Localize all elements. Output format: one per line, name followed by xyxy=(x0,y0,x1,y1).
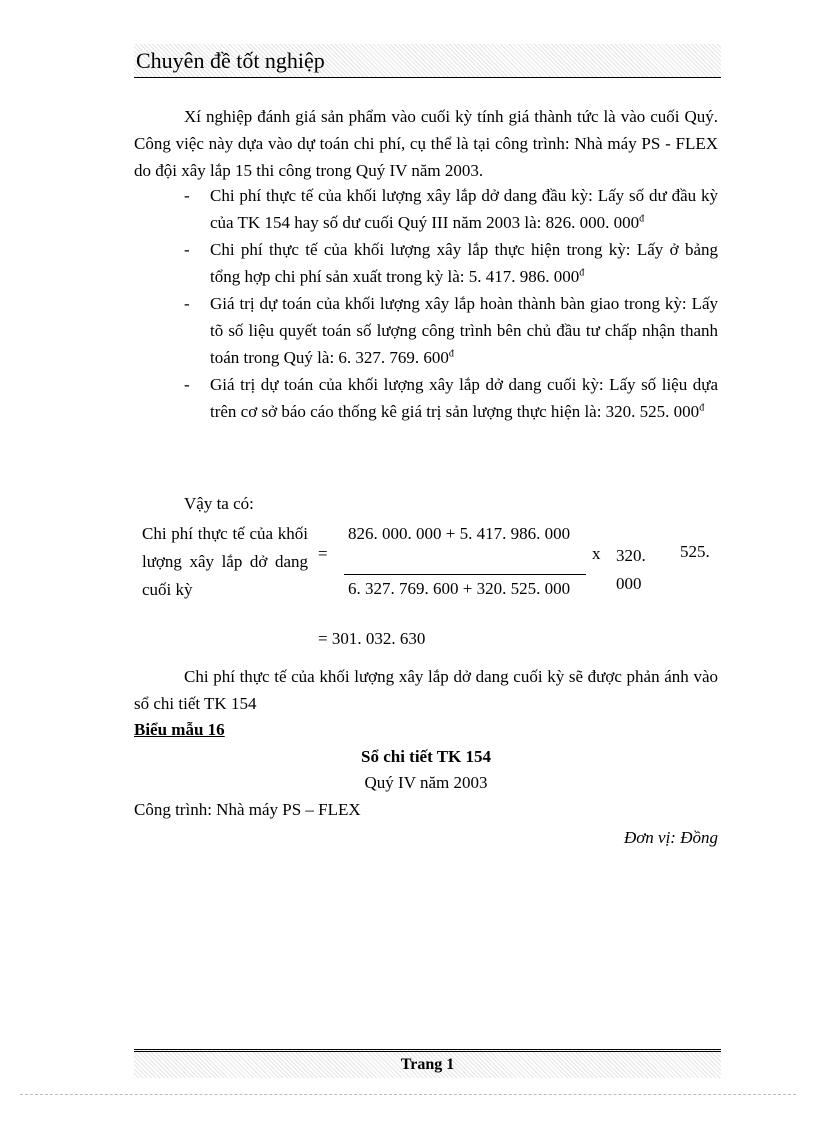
formula-intro: Vậy ta có: xyxy=(184,494,254,513)
formula-result: = 301. 032. 630 xyxy=(318,629,426,648)
bullet-item xyxy=(184,371,718,425)
bullet-dash: - xyxy=(184,294,190,313)
form-label: Biểu mẫu 16 xyxy=(134,720,225,739)
formula-denominator: 6. 327. 769. 600 + 320. 525. 000 xyxy=(348,579,571,598)
intro-paragraph: Xí nghiệp đánh giá sản phẩm vào cuối kỳ tính giá thành tức là vào cuối Quý. Công việc này dựa vào dự toán chi phí, cụ thể là tại công trình: Nhà máy PS - FLEX do đội xây lắp 15 thi công trong Quý IV năm 2003. xyxy=(134,107,718,180)
currency-unit: đ xyxy=(448,348,454,360)
currency-unit-line: Đơn vị: Đồng xyxy=(623,828,718,847)
bullet-text: Giá trị dự toán của khối lượng xây lắp dở dang cuối kỳ: Lấy số liệu dựa trên cơ sở báo cáo thống kê giá trị sản lượng thực hiện là: 320. 525. 000 xyxy=(210,375,718,421)
bullet-text: Chi phí thực tế của khối lượng xây lắp thực hiện trong kỳ: Lấy ở bảng tổng hợp chi phí sản xuất trong kỳ là: 5. 417. 986. 000 xyxy=(210,240,718,286)
header-title: Chuyên đề tốt nghiệp xyxy=(136,48,325,73)
project-line: Công trình: Nhà máy PS – FLEX xyxy=(134,800,361,819)
bullet-list xyxy=(184,182,718,425)
bullet-dash: - xyxy=(184,375,190,394)
closing-paragraph: Chi phí thực tế của khối lượng xây lắp dở dang cuối kỳ sẽ được phản ánh vào sổ chi tiết TK 154 xyxy=(134,667,718,713)
bullet-text: Chi phí thực tế của khối lượng xây lắp dở dang đầu kỳ: Lấy số dư đầu kỳ của TK 154 hay số dư cuối Quý III năm 2003 là: 826. 000. 000 xyxy=(210,186,718,232)
bullet-text: Giá trị dự toán của khối lượng xây lắp hoàn thành bàn giao trong kỳ: Lấy tõ số liệu quyết toán số lượng công trình bên chủ đầu tư chấp nhận thanh toán trong Quý là: 6. 327. 769. 600 xyxy=(210,294,718,367)
formula-numerator: 826. 000. 000 + 5. 417. 986. 000 xyxy=(348,524,571,543)
ledger-period: Quý IV năm 2003 xyxy=(364,773,488,792)
formula-multiplier-a: 320. 000 xyxy=(616,546,646,593)
bullet-item xyxy=(184,236,718,290)
formula-label: Chi phí thực tế của khối lượng xây lắp dở dang cuối kỳ xyxy=(142,524,308,599)
page-number: Trang 1 xyxy=(400,1056,455,1073)
bullet-dash: - xyxy=(184,186,190,205)
currency-unit: đ xyxy=(699,402,705,414)
currency-unit: đ xyxy=(639,213,645,225)
formula-multiplier-b: 525. xyxy=(680,542,710,561)
page-header xyxy=(134,44,721,78)
page-footer xyxy=(134,1049,721,1078)
bullet-item xyxy=(184,290,718,371)
bullet-dash: - xyxy=(184,240,190,259)
page-boundary xyxy=(20,1094,796,1095)
formula-equals: = xyxy=(318,544,328,563)
ledger-title: Sổ chi tiết TK 154 xyxy=(360,747,492,766)
currency-unit: đ xyxy=(579,267,585,279)
formula-times: x xyxy=(592,544,601,563)
bullet-item xyxy=(184,182,718,236)
